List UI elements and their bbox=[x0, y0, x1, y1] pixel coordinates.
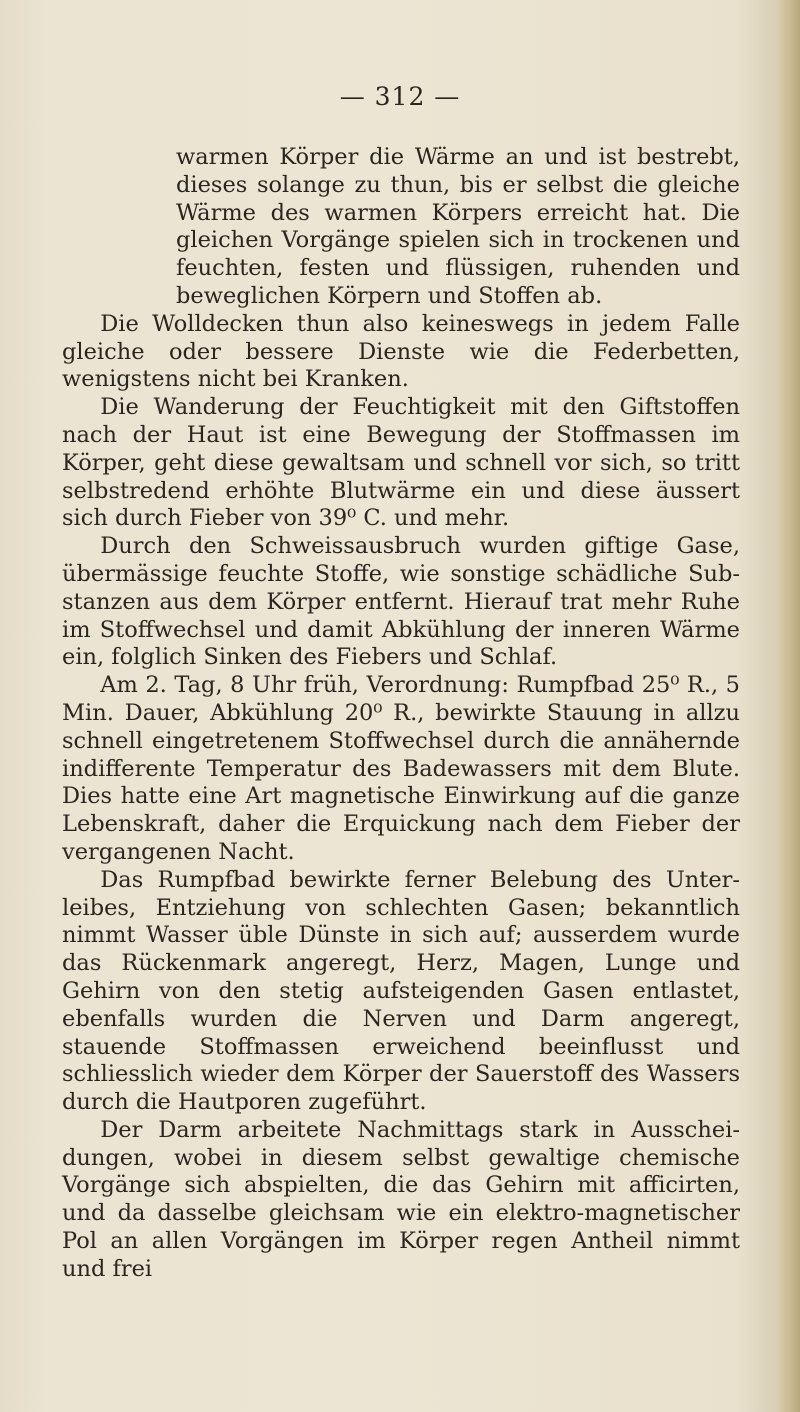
paragraph: Das Rumpfbad bewirkte ferner Belebung des Unterleibes, Entziehung von schlechten Gasen; bekanntlich nimmt Wasser üble Dünste in sich auf; ausserdem wurde das Rückenmark angeregt, Herz, Magen, Lunge und Gehirn von den stetig aufsteigenden Gasen entlastet, ebenfalls wurden die Nerven und Darm angeregt, stauende Stoffmassen erweichend beeinflusst und schliesslich wieder dem Körper der Sauerstoff des Wassers durch die Hautporen zugeführt. bbox=[62, 866, 740, 1116]
paragraph: Die Wolldecken thun also keineswegs in jedem Falle gleiche oder bessere Dienste wie die Federbetten, wenigstens nicht bei Kranken. bbox=[62, 310, 740, 393]
paragraph: warmen Körper die Wärme an und ist bestrebt, dieses solange zu thun, bis er selbst die gleiche Wärme des warmen Körpers erreicht hat. Die gleichen Vorgänge spielen sich in trockenen und feuchten, festen und flüssigen, ruhenden und beweglichen Körpern und Stoffen ab. bbox=[176, 144, 740, 309]
paragraph: Die Wanderung der Feuchtigkeit mit den Giftstoffen nach der Haut ist eine Bewegung der Stoffmassen im Körper, geht diese gewaltsam und schnell vor sich, so tritt selbstredend erhöhte Blutwärme ein und diese äussert sich durch Fieber von 39⁰ C. und mehr. bbox=[62, 394, 740, 532]
paragraph: Der Darm arbeitete Nachmittags stark in Ausscheidungen, wobei in diesem selbst gewaltige chemische Vorgänge sich abspielten, die das Gehirn mit afficirten, und da dasselbe gleichsam wie ein elektro-magnetischer Pol an allen Vorgängen im Körper regen Antheil nimmt und frei bbox=[62, 1116, 740, 1282]
paragraph: Am 2. Tag, 8 Uhr früh, Verordnung: Rumpfbad 25⁰ R., 5 Min. Dauer, Abkühlung 20⁰ R., bewirkte Stauung in allzu schnell eingetretenem Stoffwechsel durch die annähernde indifferente Temperatur des Badewassers mit dem Blute. Dies hatte eine Art magnetische Einwirkung auf die ganze Lebenskraft, daher die Erquickung nach dem Fieber der vergangenen Nacht. bbox=[62, 672, 740, 865]
page-body-text bbox=[62, 144, 740, 1284]
paragraph: Durch den Schweissausbruch wurden giftige Gase, übermässige feuchte Stoffe, wie sonstige schädliche Substanzen aus dem Körper entfernt. Hierauf trat mehr Ruhe im Stoffwechsel und damit Abkühlung der inneren Wärme ein, folglich Sinken des Fiebers und Schlaf. bbox=[62, 533, 740, 671]
page-number: — 312 — bbox=[339, 82, 461, 111]
page-edge bbox=[778, 0, 800, 1412]
